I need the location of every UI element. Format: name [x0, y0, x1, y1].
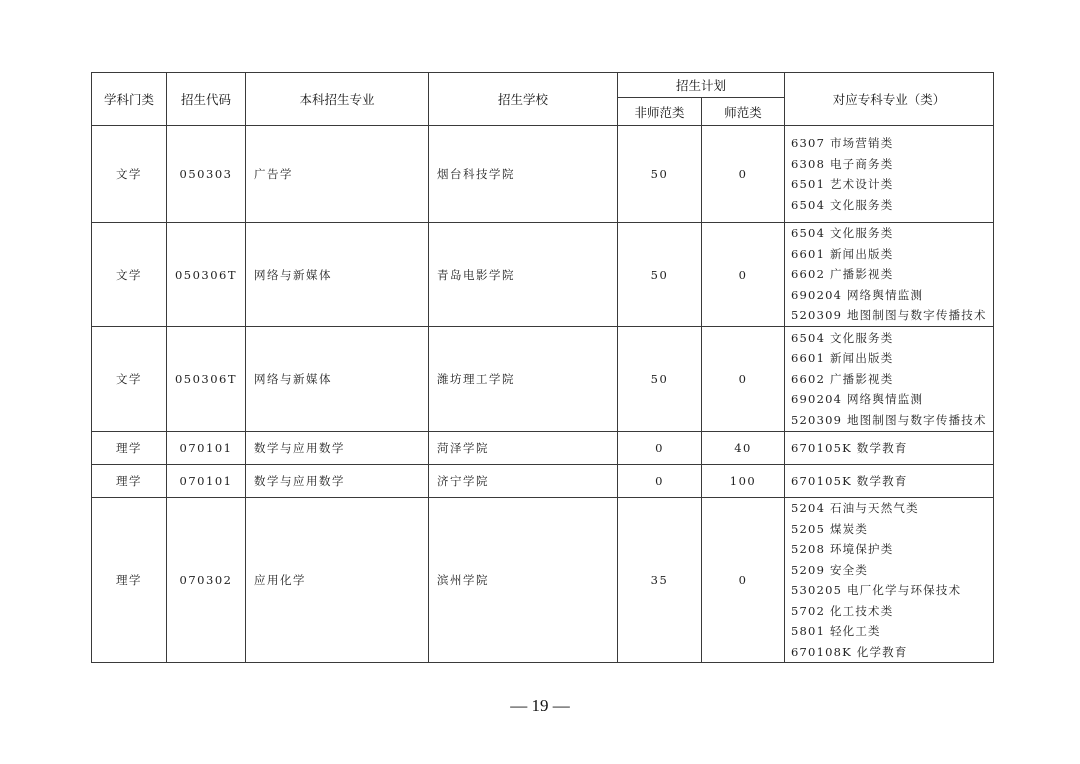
- cell-category: 理学: [92, 465, 167, 498]
- vocational-item: 5209 安全类: [791, 562, 869, 577]
- vocational-item: 6601 新闻出版类: [791, 351, 894, 366]
- vocational-item: 5801 轻化工类: [791, 624, 881, 638]
- cell-normal: 100: [702, 465, 785, 498]
- vocational-item: 670105K 数学教育: [791, 473, 908, 488]
- cell-major: 网络与新媒体: [246, 223, 429, 327]
- vocational-item: 6504 文化服务类: [791, 197, 894, 212]
- header-code: 招生代码: [167, 73, 246, 126]
- header-major: 本科招生专业: [246, 73, 429, 126]
- table-row: [92, 126, 994, 223]
- vocational-item: 670108K 化学教育: [791, 644, 908, 659]
- vocational-item: 690204 网络舆情监测: [791, 392, 924, 407]
- cell-vocational-list: [785, 432, 994, 465]
- cell-category: 文学: [92, 223, 167, 327]
- cell-normal: 0: [702, 126, 785, 223]
- cell-non-normal: 50: [618, 223, 702, 327]
- cell-code: 050306T: [167, 327, 246, 432]
- cell-normal: 40: [702, 432, 785, 465]
- vocational-item: 5208 环境保护类: [791, 542, 894, 556]
- cell-code: 050303: [167, 126, 246, 223]
- cell-school: 潍坊理工学院: [429, 327, 618, 432]
- header-non-normal: 非师范类: [618, 98, 702, 126]
- vocational-item: 5702 化工技术类: [791, 603, 894, 618]
- cell-vocational-list: [785, 223, 994, 327]
- cell-vocational-list: [785, 498, 994, 663]
- cell-category: 理学: [92, 498, 167, 663]
- cell-major: 数学与应用数学: [246, 465, 429, 498]
- cell-school: 烟台科技学院: [429, 126, 618, 223]
- vocational-item: 520309 地图制图与数字传播技术: [791, 412, 987, 427]
- vocational-item: 6308 电子商务类: [791, 156, 894, 171]
- cell-category: 文学: [92, 327, 167, 432]
- cell-non-normal: 50: [618, 126, 702, 223]
- header-category: 学科门类: [92, 73, 167, 126]
- cell-school: 菏泽学院: [429, 432, 618, 465]
- vocational-item: 5205 煤炭类: [791, 521, 869, 536]
- table-row: [92, 432, 994, 465]
- table-row: [92, 223, 994, 327]
- table-row: [92, 465, 994, 498]
- vocational-item: 6504 文化服务类: [791, 330, 894, 345]
- cell-normal: 0: [702, 498, 785, 663]
- cell-code: 070101: [167, 432, 246, 465]
- cell-normal: 0: [702, 223, 785, 327]
- cell-school: 青岛电影学院: [429, 223, 618, 327]
- cell-school: 滨州学院: [429, 498, 618, 663]
- header-plan-group: 招生计划: [618, 73, 785, 98]
- vocational-item: 670105K 数学教育: [791, 440, 908, 455]
- vocational-item: 6602 广播影视类: [791, 267, 894, 282]
- vocational-item: 520309 地图制图与数字传播技术: [791, 308, 987, 323]
- cell-code: 050306T: [167, 223, 246, 327]
- vocational-item: 6504 文化服务类: [791, 226, 894, 241]
- cell-code: 070302: [167, 498, 246, 663]
- cell-normal: 0: [702, 327, 785, 432]
- vocational-item: 690204 网络舆情监测: [791, 287, 924, 302]
- header-vocational: 对应专科专业（类）: [785, 73, 994, 126]
- table-row: [92, 327, 994, 432]
- vocational-item: 6602 广播影视类: [791, 371, 894, 386]
- cell-code: 070101: [167, 465, 246, 498]
- cell-non-normal: 0: [618, 432, 702, 465]
- vocational-item: 6601 新闻出版类: [791, 246, 894, 261]
- cell-non-normal: 50: [618, 327, 702, 432]
- vocational-item: 5204 石油与天然气类: [791, 501, 919, 515]
- table-row: [92, 498, 994, 663]
- enrollment-plan-table: [91, 72, 994, 663]
- cell-non-normal: 0: [618, 465, 702, 498]
- header-normal: 师范类: [702, 98, 785, 126]
- cell-category: 文学: [92, 126, 167, 223]
- table-body: [92, 126, 994, 663]
- cell-vocational-list: [785, 126, 994, 223]
- cell-major: 应用化学: [246, 498, 429, 663]
- cell-major: 网络与新媒体: [246, 327, 429, 432]
- header-school: 招生学校: [429, 73, 618, 126]
- cell-vocational-list: [785, 327, 994, 432]
- cell-non-normal: 35: [618, 498, 702, 663]
- vocational-item: 6307 市场营销类: [791, 136, 894, 150]
- cell-category: 理学: [92, 432, 167, 465]
- vocational-item: 6501 艺术设计类: [791, 177, 894, 191]
- cell-vocational-list: [785, 465, 994, 498]
- cell-major: 广告学: [246, 126, 429, 223]
- cell-school: 济宁学院: [429, 465, 618, 498]
- page-number: — 19 —: [510, 696, 570, 715]
- vocational-item: 530205 电厂化学与环保技术: [791, 583, 962, 597]
- cell-major: 数学与应用数学: [246, 432, 429, 465]
